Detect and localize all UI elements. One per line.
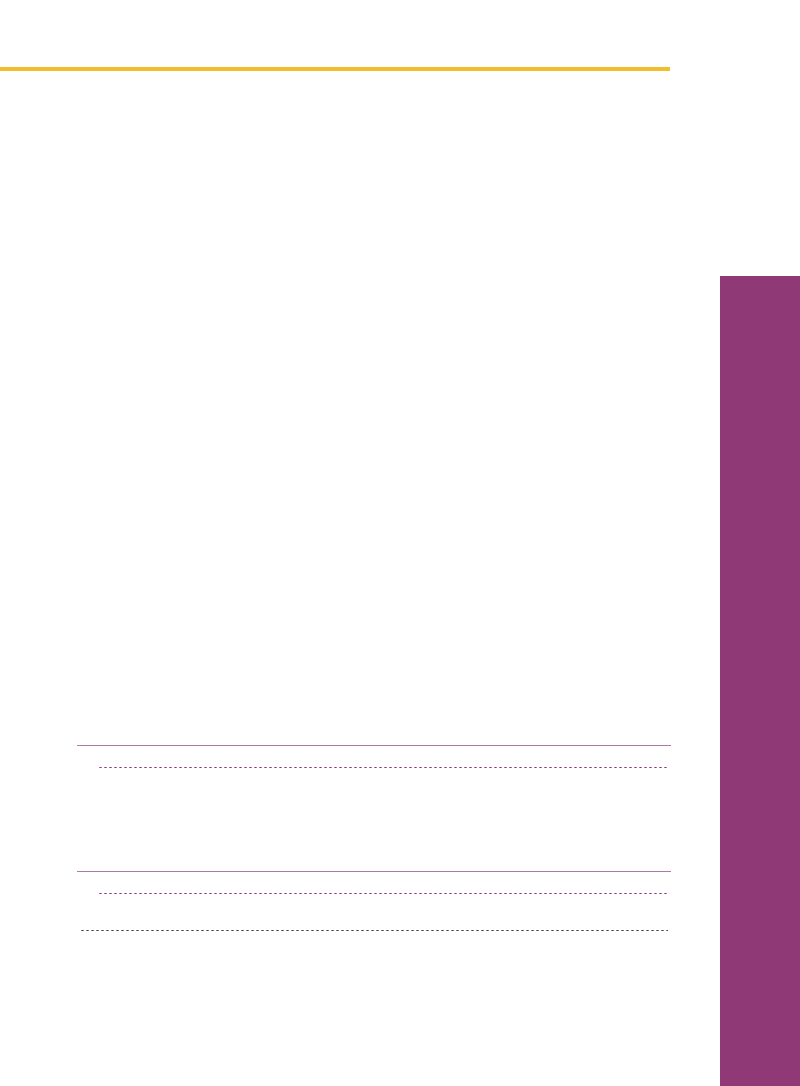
toc-entry-step7-line2[interactable] — [77, 930, 671, 931]
chapter-9-heading[interactable] — [77, 879, 671, 898]
chapter-8-heading[interactable] — [77, 753, 671, 772]
dot-leader — [80, 930, 668, 931]
chapter-divider — [77, 871, 671, 872]
side-tab — [720, 276, 800, 1086]
chapter-divider — [77, 745, 671, 746]
top-accent-rule — [0, 67, 670, 71]
dot-leader — [98, 893, 668, 894]
dot-leader — [98, 767, 668, 768]
